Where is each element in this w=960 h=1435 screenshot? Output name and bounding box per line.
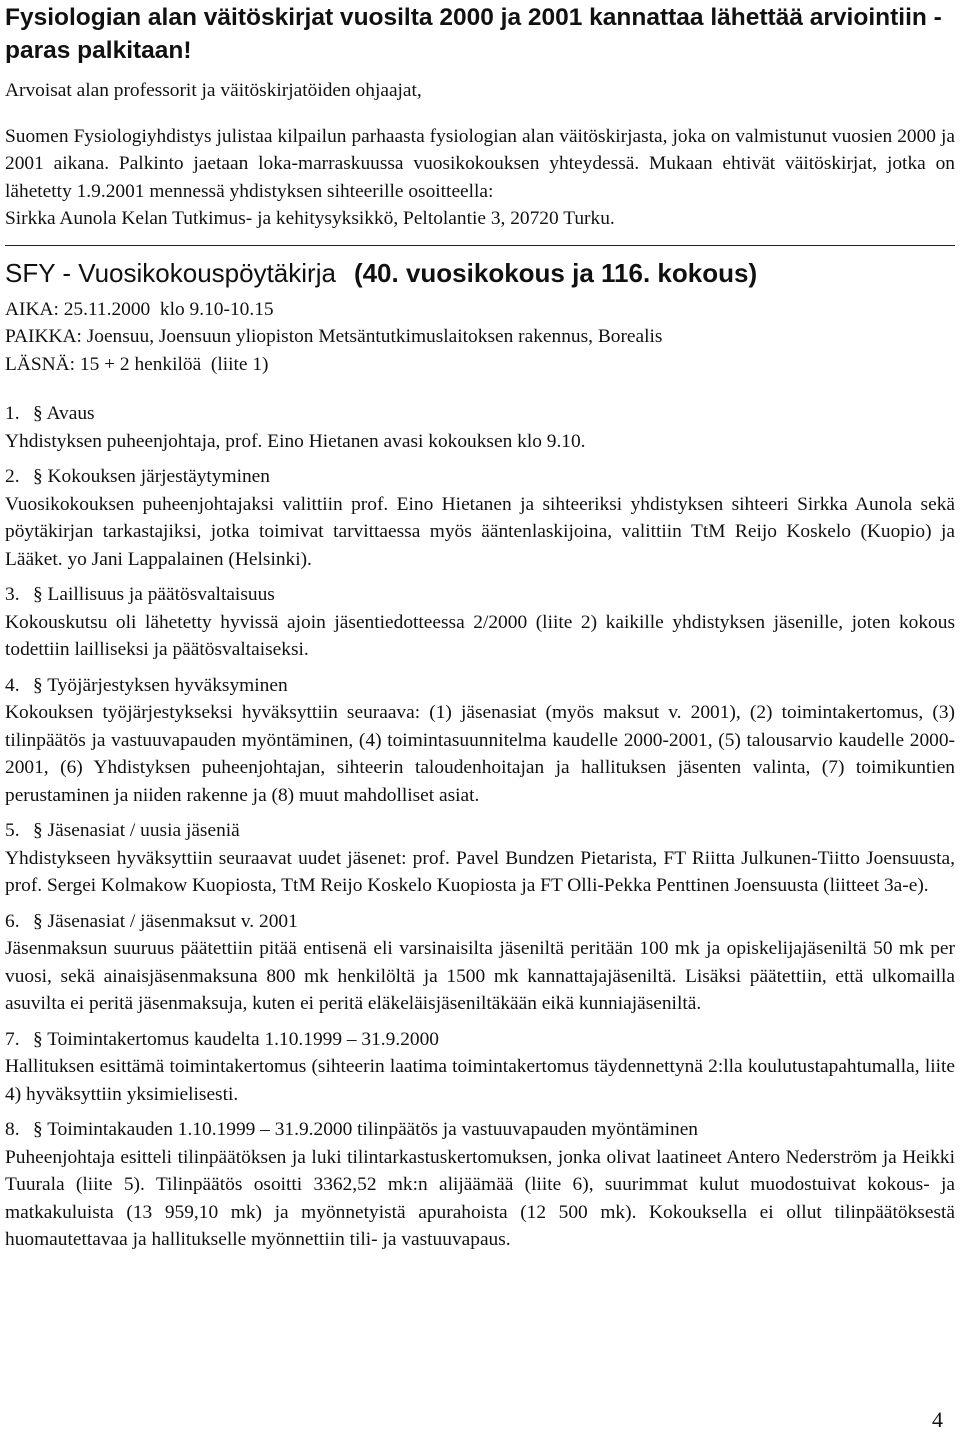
section-text: Jäsenmaksun suuruus päätettiin pitää entisenä eli varsinaisilta jäseniltä peritään 100 mk ja opiskelijajäseniltä 50 mk per vuosi, sekä ainaisjäsenmaksuna 800 mk henkilöltä ja 1500 mk kannattajajäseniltä. Lisäksi päätettiin, että ulkomailla asuvilta ei peritä jäsenmaksuja, kuten ei peritä eläkeläisjäseniltäkään eikä kunniajäseniltä.: [5, 938, 955, 1014]
section-heading: [5, 581, 955, 609]
minutes-title-right: (40. vuosikokous ja 116. kokous): [353, 257, 758, 288]
section-heading-text: § Avaus: [33, 403, 95, 424]
section-text: Puheenjohtaja esitteli tilinpäätöksen ja luki tilintarkastuskertomuksen, jonka olivat laatineet Antero Nederström ja Heikki Tuurala (liite 5). Tilinpäätös osoitti 3362,52 mk:n alijäämää (liite 6), suurimmat kulut muodostuivat kokous- ja matkakuluista (13 959,10 mk) ja myönnetyistä apurahoista (12 500 mk). Kokouksella ei ollut tilinpäätöksestä huomautettavaa ja hallitukselle myönnettiin tili- ja vastuuvapaus.: [5, 1146, 955, 1250]
minutes-section: [5, 908, 955, 1018]
section-heading-text: § Kokouksen järjestäytyminen: [33, 466, 270, 487]
section-heading-text: § Työjärjestyksen hyväksyminen: [33, 674, 288, 696]
announcement-body: Suomen Fysiologiyhdistys julistaa kilpailun parhaasta fysiologian alan väitöskirjasta, joka on valmistunut vuosien 2000 ja 2001 aikana. Palkinto jaetaan loka-marraskuussa vuosikokouksen yhteydessä. Mukaan ehtivät väitöskirjat, jotka on lähetetty 1.9.2001 mennessä yhdistyksen sihteerille osoitteella:: [5, 125, 955, 202]
announcement-title: Fysiologian alan väitöskirjat vuosilta 2000 ja 2001 kannattaa lähettää arviointiin - paras palkitaan!: [5, 4, 942, 64]
announcement-address: Sirkka Aunola Kelan Tutkimus- ja kehitysyksikkö, Peltolantie 3, 20720 Turku.: [5, 208, 615, 229]
meeting-present: LÄSNÄ: 15 + 2 henkilöä (liite 1): [5, 353, 269, 375]
minutes-section: [5, 1026, 955, 1109]
section-heading: [5, 817, 955, 845]
page-number: 4: [932, 1407, 943, 1432]
section-text: Yhdistykseen hyväksyttiin seuraavat uudet jäsenet: prof. Pavel Bundzen Pietarista, FT Riitta Julkunen-Tiitto Joensuusta, prof. Sergei Kolmakow Kuopiosta, TtM Reijo Koskelo Kuopiosta ja FT Olli-Pekka Penttinen Joensuusta (liitteet 3a-e).: [5, 847, 955, 896]
minutes-section: [5, 581, 955, 664]
section-text: Kokouskutsu oli lähetetty hyvissä ajoin jäsentiedotteessa 2/2000 (liite 2) kaikille yhdistyksen jäsenille, joten kokous todettiin lailliseksi ja päätösvaltaiseksi.: [5, 611, 955, 660]
document-page: [5, 0, 955, 1254]
section-number: 6.: [5, 910, 20, 932]
section-number: 3.: [5, 584, 20, 605]
minutes-title: [5, 256, 955, 290]
section-number: 4.: [5, 674, 20, 696]
section-number: 1.: [5, 403, 20, 424]
section-number: 2.: [5, 466, 20, 487]
section-text: Hallituksen esittämä toimintakertomus (sihteerin laatima toimintakertomus täydennettynä 2:lla koulutustapahtumalla, liite 4) hyväksyttiin yksimielisesti.: [5, 1056, 955, 1105]
announcement-salutation: Arvoisat alan professorit ja väitöskirjatöiden ohjaajat,: [5, 80, 422, 101]
section-divider: [5, 245, 955, 246]
section-number: 7.: [5, 1028, 20, 1050]
section-text: Yhdistyksen puheenjohtaja, prof. Eino Hietanen avasi kokouksen klo 9.10.: [5, 430, 586, 452]
section-heading-text: § Toimintakauden 1.10.1999 – 31.9.2000 tilinpäätös ja vastuuvapauden myöntäminen: [33, 1119, 698, 1140]
section-heading-text: § Laillisuus ja päätösvaltaisuus: [33, 584, 275, 605]
section-heading-text: § Jäsenasiat / jäsenmaksut v. 2001: [33, 910, 298, 932]
minutes-title-left: SFY - Vuosikokouspöytäkirja: [5, 257, 336, 288]
minutes-section: [5, 400, 955, 455]
section-heading: [5, 1026, 955, 1054]
section-heading: [5, 672, 955, 700]
minutes-section: [5, 463, 955, 573]
section-heading: [5, 908, 955, 936]
meeting-time: AIKA: 25.11.2000 klo 9.10-10.15: [5, 298, 274, 320]
meeting-place: PAIKKA: Joensuu, Joensuun yliopiston Metsäntutkimuslaitoksen rakennus, Borealis: [5, 326, 663, 347]
minutes-section: [5, 817, 955, 900]
minutes-section: [5, 672, 955, 810]
section-heading-text: § Toimintakertomus kaudelta 1.10.1999 – 31.9.2000: [33, 1028, 439, 1050]
section-number: 5.: [5, 820, 20, 841]
section-text: Vuosikokouksen puheenjohtajaksi valittiin prof. Eino Hietanen ja sihteeriksi yhdistyksen sihteeri Sirkka Aunola sekä pöytäkirjan tarkastajiksi, jotka toimivat tarvittaessa myös ääntenlaskijoina, valittiin TtM Reijo Koskelo (Kuopio) ja Lääket. yo Jani Lappalainen (Helsinki).: [5, 493, 955, 570]
section-heading: [5, 1116, 955, 1144]
section-heading: [5, 400, 955, 428]
minutes-section: [5, 1116, 955, 1254]
section-heading: [5, 463, 955, 491]
section-text: Kokouksen työjärjestykseksi hyväksyttiin seuraava: (1) jäsenasiat (myös maksut v. 2001), (2) toimintakertomus, (3) tilinpäätös ja vastuuvapauden myöntäminen, (4) toimintasuunnitelma kaudelle 2000-2001, (5) talousarvio kaudelle 2000-2001, (6) Yhdistyksen puheenjohtajan, sihteerin taloudenhoitajan ja hallituksen jäsenten valinta, (7) toimikuntien perustaminen ja niiden rakenne ja (8) muut mahdolliset asiat.: [5, 702, 955, 806]
section-heading-text: § Jäsenasiat / uusia jäseniä: [33, 820, 240, 841]
section-number: 8.: [5, 1119, 20, 1140]
